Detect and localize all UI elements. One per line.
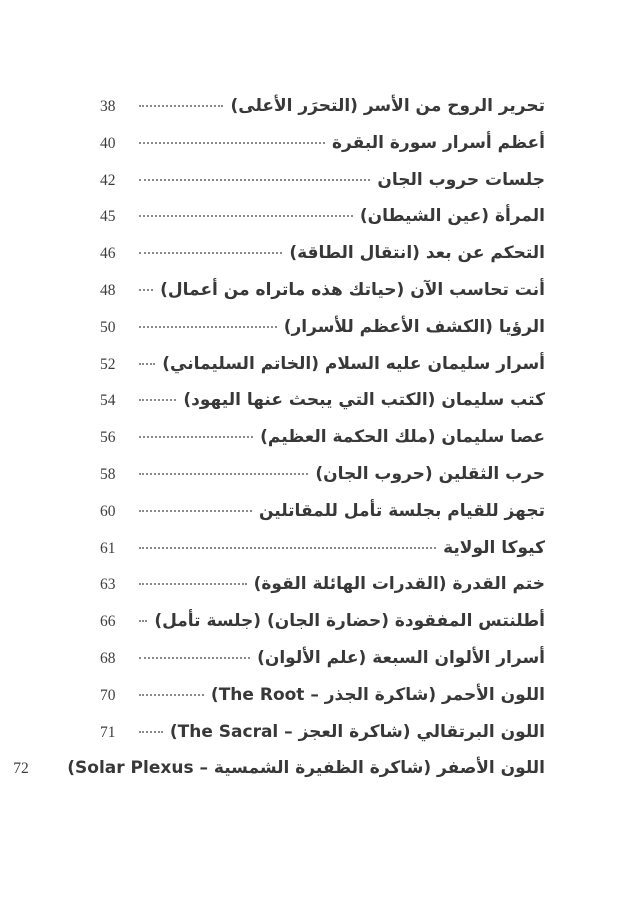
dotted-leader <box>139 326 277 328</box>
dotted-leader <box>139 731 163 733</box>
dotted-leader <box>139 510 252 512</box>
toc-page-number: 63 <box>100 576 116 594</box>
toc-entry-title: تجهز للقيام بجلسة تأمل للمقاتلين <box>259 500 545 521</box>
toc-entry <box>100 235 545 272</box>
toc-entry-title: المرأة (عين الشيطان) <box>359 206 545 227</box>
dotted-leader <box>139 436 253 438</box>
toc-page-number: 71 <box>100 723 116 741</box>
dotted-leader <box>139 363 155 365</box>
toc-entry-title: أسرار الألوان السبعة (علم الألوان) <box>257 647 545 668</box>
toc-entry-title: عصا سليمان (ملك الحكمة العظيم) <box>260 427 545 448</box>
toc-page-number: 42 <box>100 171 116 189</box>
toc-page-number: 40 <box>100 134 116 152</box>
toc-entry <box>100 198 545 235</box>
toc-page-number: 72 <box>13 760 29 778</box>
toc-entry-title: اللون البرتقالي (شاكرة العجز – The Sacral) <box>169 721 545 742</box>
toc-entry <box>100 677 545 714</box>
dotted-leader <box>139 694 204 696</box>
dotted-leader <box>139 215 353 217</box>
dotted-leader <box>139 252 282 254</box>
toc-page-number: 46 <box>100 245 116 263</box>
toc-entry <box>100 125 545 162</box>
toc-page-number: 61 <box>100 539 116 557</box>
toc-entry <box>100 162 545 199</box>
toc-entry-title: أنت تحاسب الآن (حياتك هذه ماتراه من أعمال) <box>160 279 545 300</box>
table-of-contents <box>13 88 545 787</box>
toc-entry-title: كيوكا الولاية <box>443 537 545 558</box>
toc-page-number: 66 <box>100 613 116 631</box>
toc-page-number: 68 <box>100 649 116 667</box>
dotted-leader <box>139 620 147 622</box>
toc-entry-title: ختم القدرة (القدرات الهائلة القوة) <box>253 574 545 595</box>
toc-entry <box>100 714 545 751</box>
toc-entry-title: تحرير الروح من الأسر (التحرَر الأعلى) <box>230 96 545 116</box>
toc-entry-title: جلسات حروب الجان <box>377 169 545 190</box>
dotted-leader <box>139 105 223 107</box>
dotted-leader <box>139 179 370 181</box>
dotted-leader <box>139 547 436 549</box>
toc-entry <box>100 493 545 530</box>
dotted-leader <box>139 473 308 475</box>
toc-entry <box>100 419 545 456</box>
toc-entry <box>100 603 545 640</box>
toc-entry-title: التحكم عن بعد (انتقال الطاقة) <box>289 243 545 264</box>
toc-entry-title: أطلنتس المفقودة (حضارة الجان) (جلسة تأمل) <box>154 611 545 632</box>
toc-entry <box>100 382 545 419</box>
dotted-leader <box>139 142 325 144</box>
dotted-leader <box>139 289 153 291</box>
toc-entry <box>13 750 545 787</box>
toc-entry <box>100 456 545 493</box>
toc-page-number: 38 <box>100 98 116 115</box>
toc-page-number: 54 <box>100 392 116 410</box>
toc-page-number: 50 <box>100 318 116 336</box>
toc-page-number: 58 <box>100 465 116 483</box>
toc-page-number: 60 <box>100 502 116 520</box>
toc-entry-title: اللون الأصفر (شاكرة الظفيرة الشمسية – Solar Plexus) <box>67 758 545 779</box>
dotted-leader <box>139 657 250 659</box>
toc-entry-title: كتب سليمان (الكتب التي يبحث عنها اليهود) <box>183 390 545 411</box>
dotted-leader <box>139 583 247 585</box>
toc-entry <box>100 88 545 125</box>
toc-page-number: 52 <box>100 355 116 373</box>
toc-entry <box>100 309 545 346</box>
toc-entry-title: حرب الثقلين (حروب الجان) <box>315 463 545 484</box>
toc-entry <box>100 346 545 383</box>
toc-entry-title: أعظم أسرار سورة البقرة <box>331 132 545 153</box>
dotted-leader <box>139 399 176 401</box>
toc-page-number: 45 <box>100 208 116 226</box>
toc-page-number: 48 <box>100 281 116 299</box>
toc-entry-title: أسرار سليمان عليه السلام (الخاتم السليماني) <box>162 353 545 374</box>
toc-page-number: 56 <box>100 429 116 447</box>
toc-entry <box>100 566 545 603</box>
toc-page-number: 70 <box>100 686 116 704</box>
toc-entry <box>100 640 545 677</box>
toc-entry-title: الرؤيا (الكشف الأعظم للأسرار) <box>283 316 545 337</box>
toc-entry <box>100 530 545 567</box>
toc-entry-title: اللون الأحمر (شاكرة الجذر – The Root) <box>210 684 545 705</box>
toc-entry <box>100 272 545 309</box>
